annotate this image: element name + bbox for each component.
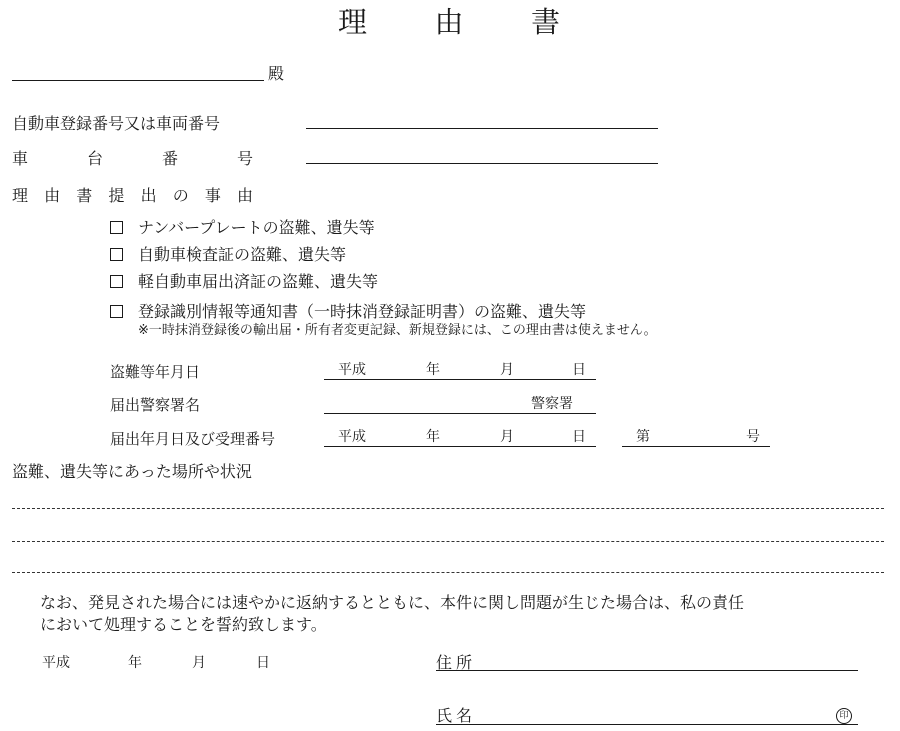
reason-option-label: 登録識別情報等通知書（一時抹消登録証明書）の盗難、遺失等 xyxy=(138,302,587,321)
report-number-line[interactable] xyxy=(622,446,770,447)
reason-checkbox[interactable] xyxy=(110,248,123,261)
signature-date-year: 年 xyxy=(128,655,142,671)
theft-date-label: 盗難等年月日 xyxy=(110,363,201,381)
police-station-line[interactable] xyxy=(324,413,596,414)
report-date-era: 平成 xyxy=(338,429,366,445)
reason-heading xyxy=(12,186,253,206)
theft-date-year: 年 xyxy=(426,362,440,378)
address-label: 住所 xyxy=(436,653,477,672)
reg-number-label: 自動車登録番号又は車両番号 xyxy=(12,114,221,133)
theft-date-line[interactable] xyxy=(324,379,596,380)
report-date-day: 日 xyxy=(572,429,586,445)
theft-date-month: 月 xyxy=(500,362,514,378)
chassis-label-char: 台 xyxy=(86,149,103,168)
signature-date-month: 月 xyxy=(192,655,206,671)
reason-heading-char: 出 xyxy=(140,186,157,205)
report-date-line[interactable] xyxy=(324,446,596,447)
circumstances-line[interactable] xyxy=(12,541,884,542)
circumstances-line[interactable] xyxy=(12,572,884,573)
reason-option-label: ナンバープレートの盗難、遺失等 xyxy=(138,218,375,237)
name-label: 氏名 xyxy=(436,706,477,725)
police-station-label: 届出警察署名 xyxy=(110,396,201,414)
reason-heading-char: 書 xyxy=(76,186,93,205)
title-char: 理 xyxy=(338,5,368,39)
report-date-year: 年 xyxy=(426,429,440,445)
addressee-suffix: 殿 xyxy=(268,64,285,83)
theft-date-era: 平成 xyxy=(338,362,366,378)
title-char: 書 xyxy=(530,5,560,39)
report-number-suffix: 号 xyxy=(746,429,760,445)
pledge-text-line1: なお、発見された場合には速やかに返納するとともに、本件に関し問題が生じた場合は、私の責任 xyxy=(40,593,745,612)
reason-option xyxy=(110,302,586,322)
name-line[interactable] xyxy=(436,724,858,725)
reason-option-label: 軽自動車届出済証の盗難、遺失等 xyxy=(138,272,379,291)
addressee-line[interactable] xyxy=(12,80,264,81)
report-date-label: 届出年月日及び受理番号 xyxy=(110,430,276,448)
reason-option xyxy=(110,272,378,292)
reason-heading-char: 提 xyxy=(108,186,125,205)
reason-checkbox[interactable] xyxy=(110,305,123,318)
seal-icon: 印 xyxy=(836,708,852,724)
reason-checkbox[interactable] xyxy=(110,221,123,234)
report-date-month: 月 xyxy=(500,429,514,445)
reg-number-line[interactable] xyxy=(306,128,658,129)
reason-note: ※一時抹消登録後の輸出届・所有者変更記録、新規登録には、この理由書は使えません。 xyxy=(138,323,657,338)
address-line[interactable] xyxy=(436,670,858,671)
document-title xyxy=(338,4,560,40)
chassis-label-char: 車 xyxy=(12,149,29,168)
circumstances-line[interactable] xyxy=(12,508,884,509)
pledge-text-line2: において処理することを誓約致します。 xyxy=(40,615,327,634)
reason-checkbox[interactable] xyxy=(110,275,123,288)
signature-date-day: 日 xyxy=(256,655,270,671)
reason-heading-char: 理 xyxy=(12,186,29,205)
report-number-prefix: 第 xyxy=(636,429,650,445)
chassis-label-char: 号 xyxy=(236,149,253,168)
reason-heading-char: 事 xyxy=(204,186,221,205)
reason-heading-char: 由 xyxy=(236,186,253,205)
circumstances-label: 盗難、遺失等にあった場所や状況 xyxy=(12,462,252,481)
reason-heading-char: 由 xyxy=(44,186,61,205)
chassis-label xyxy=(12,149,253,169)
reason-option-label: 自動車検査証の盗難、遺失等 xyxy=(138,245,347,264)
chassis-label-char: 番 xyxy=(161,149,178,168)
signature-date-era: 平成 xyxy=(42,655,70,671)
police-station-suffix: 警察署 xyxy=(531,396,573,412)
title-char: 由 xyxy=(434,5,464,39)
reason-option xyxy=(110,245,346,265)
reason-option xyxy=(110,218,375,238)
theft-date-day: 日 xyxy=(572,362,586,378)
reason-heading-char: の xyxy=(172,186,189,205)
chassis-number-line[interactable] xyxy=(306,163,658,164)
